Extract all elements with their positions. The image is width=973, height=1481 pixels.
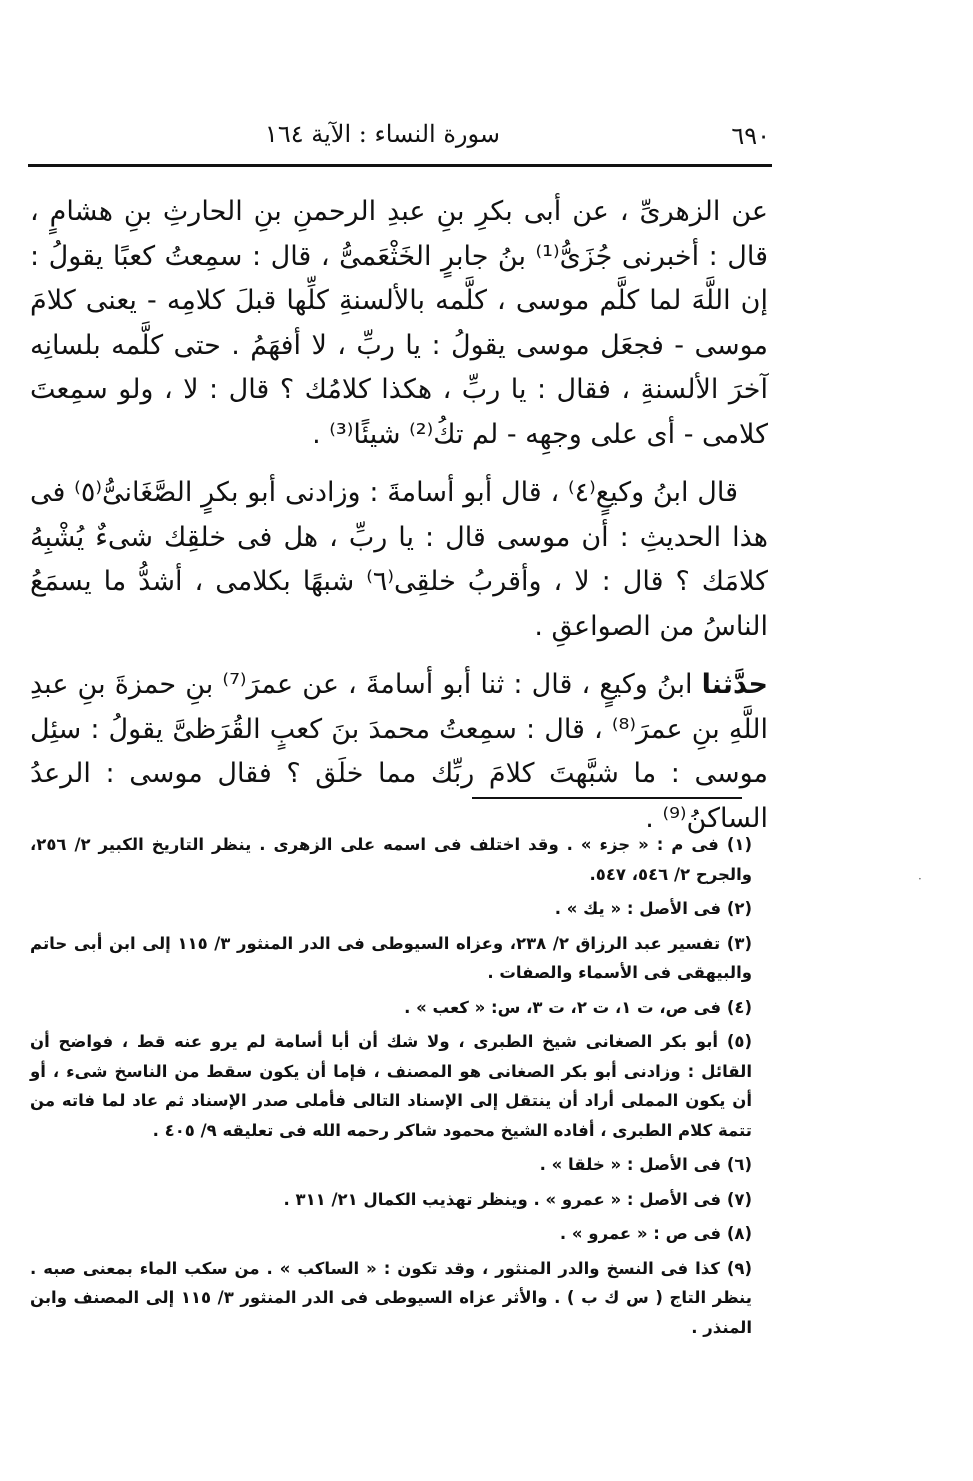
footnote-2: (٢) فى الأصل : « يك » .	[554, 899, 752, 918]
running-title: سورة النساء : الآية ١٦٤	[264, 120, 500, 148]
footnotes	[30, 830, 752, 1347]
footnote-9: (٩) كذا فى النسخ والدر المنثور ، وقد تكون : « الساكب » . من سكب الماء بمعنى صبه . ينظر التاج ( س ك ب ) . والأثر عزاه السيوطى فى الدر المنثور ٣/ ١١٥ إلى المصنف وابن المنذر .	[30, 1258, 752, 1337]
page-header	[28, 118, 770, 158]
footnote-5: (٥) أبو بكر الصغانى شيخ الطبرى ، ولا شك أن أبا أسامة لم يرو عنه قط ، فواضح أن القائل : وزادنى أبو بكر الصغانى هو المصنف ، فإما أن يكون سقط من الناسخ شىء ، أو أن يكون المملى أراد أن ينتقل إلى الإسناد التالى فأملى صدر الإسناد ثم عاد لما فاته من تتمة كلام الطبرى ، أفاده الشيخ محمود شاكر رحمه الله فى تعليقه ٩/ ٤٠٥ .	[30, 1032, 752, 1140]
footnote-6: (٦) فى الأصل : « خلقا » .	[539, 1155, 752, 1174]
header-rule	[28, 164, 772, 167]
paragraph-2: قال ابنُ وكيعٍ⁽٤⁾ ، قال أبو أسامةَ : وزادنى أبو بكرٍ الصَّغَانىُّ⁽٥⁾ فى هذا الحديثِ : أن موسى قال : يا ربِّ ، هل فى خلقِك شىءٌ يُشْبِهُ كلامَك ؟ قال : لا ، وأقربُ خلقِى⁽٦⁾ شبهًا بكلامى ، أشدُّ ما يسمَعُ الناسُ من الصواعقِ .	[30, 477, 768, 642]
footnote-3: (٣) تفسير عبد الرزاق ٢/ ٢٣٨، وعزاه السيوطى فى الدر المنثور ٣/ ١١٥ إلى ابن أبى حاتم والبيهقى فى الأسماء والصفات .	[30, 933, 752, 982]
footnote-8: (٨) فى ص : « عمرو » .	[559, 1224, 752, 1243]
page-number: ٦٩٠	[731, 122, 770, 150]
main-text	[30, 190, 768, 855]
paragraph-1: عن الزهرىِّ ، عن أبى بكرِ بنِ عبدِ الرحمنِ بنِ الحارثِ بنِ هشامٍ ، قال : أخبرنى جُزَىُّ⁽¹⁾ بنُ جابرٍ الخَثْعَمىُّ ، قال : سمِعتُ كعبًا يقولُ : إن اللَّهَ لما كلَّم موسى ، كلَّمه بالألسنةِ كلِّها قبلَ كلامِه - يعنى كلامَ موسى - فجعَل موسى يقولُ : يا ربِّ ، لا أفهَمُ . حتى كلَّمه بلسانِه آخرَ الألسنةِ ، فقال : يا ربِّ ، هكذا كلامُك ؟ قال : لا ، ولو سمِعتَ كلامى - أى على وجهِه - لم تكُ⁽²⁾ شيئًا⁽³⁾ .	[30, 196, 768, 450]
footnote-7: (٧) فى الأصل : « عمرو » . وينظر تهذيب الكمال ٢١/ ٣١١ .	[283, 1189, 752, 1209]
footnote-1: (١) فى م : « جزء » . وقد اختلف فى اسمه على الزهرى . ينظر التاريخ الكبير ٢/ ٢٥٦، والجرح ٢/ ٥٤٦، ٥٤٧.	[30, 835, 752, 884]
paragraph-3-text: ابنُ وكيعٍ ، قال : ثنا أبو أسامةَ ، عن عمرَ⁽⁷⁾ بنِ حمزةَ بنِ عبدِ اللَّهِ بنِ عمرَ⁽⁸⁾ ، قال : سمِعتُ محمدَ بنَ كعبٍ القُرَظىَّ يقولُ : سئِل موسى : ما شبَّهتَ كلامَ ربِّك مما خلَق ؟ فقال موسى : الرعدُ الساكنُ⁽⁹⁾ .	[30, 669, 768, 834]
margin-mark: ·	[918, 872, 922, 886]
paragraph-3	[30, 663, 768, 841]
paragraph-3-lead: حدَّثنا	[701, 669, 768, 700]
footnote-4: (٤) فى ص، ت ١، ت ٢، ت ٣، س: « كعب » .	[404, 997, 752, 1017]
footnote-rule	[472, 797, 742, 799]
